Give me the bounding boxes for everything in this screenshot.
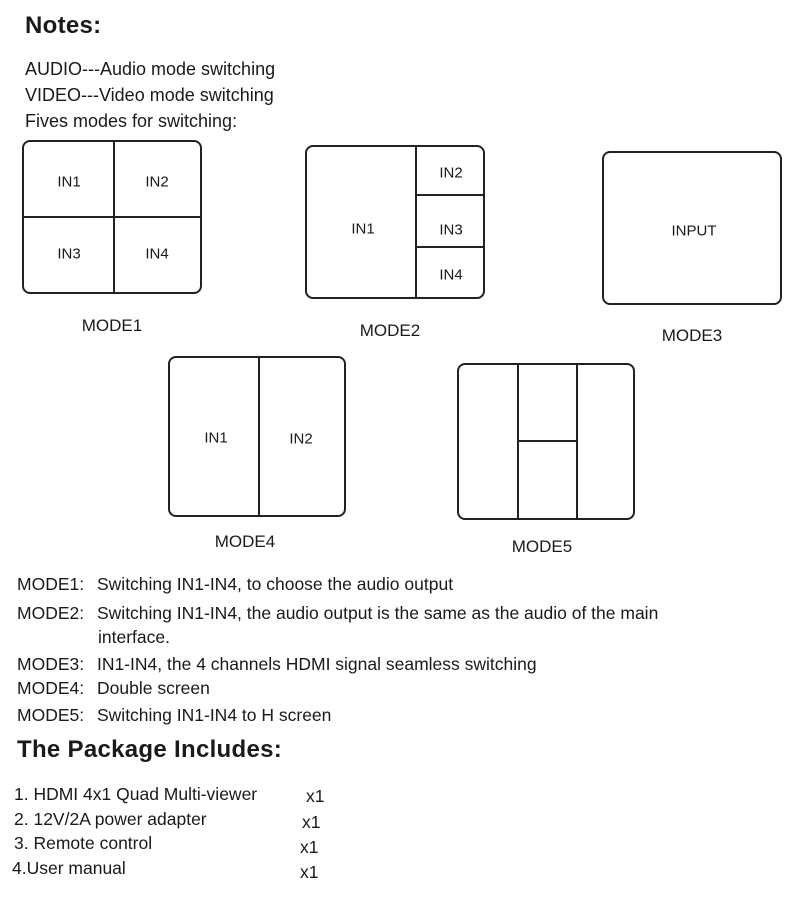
mode3-description-text: IN1-IN4, the 4 channels HDMI signal seamless switching (97, 654, 537, 674)
package-item-1: 1. HDMI 4x1 Quad Multi-viewer (14, 784, 258, 804)
mode4-cell-in1: IN1 (204, 429, 228, 447)
package-title: The Package Includes: (17, 736, 283, 763)
mode2-divider-vertical (415, 147, 417, 297)
mode2-description (17, 602, 658, 648)
mode1-description (17, 573, 453, 595)
package-item-1-qty: x1 (306, 786, 325, 806)
mode2-cell-in1: IN1 (351, 220, 375, 238)
mode2-label: MODE2 (359, 321, 421, 340)
mode5-divider-middle (517, 440, 576, 442)
package-item-3-qty: x1 (300, 837, 319, 857)
notes-line-audio: AUDIO---Audio mode switching (25, 59, 276, 79)
mode2-divider-top (415, 194, 483, 196)
mode2-description-text: Switching IN1-IN4, the audio output is the same as the audio of the main (97, 603, 659, 623)
mode4-diagram (168, 356, 346, 517)
mode4-divider-vertical (258, 358, 260, 515)
mode2-cell-in3: IN3 (439, 221, 463, 239)
mode2-divider-bottom (415, 246, 483, 248)
mode4-description (17, 677, 210, 699)
mode3-description-key: MODE3: (17, 654, 85, 674)
mode5-label: MODE5 (511, 537, 573, 556)
mode1-diagram (22, 140, 202, 294)
mode2-description-key: MODE2: (17, 603, 85, 623)
mode4-label: MODE4 (214, 532, 276, 551)
mode1-cell-in2: IN2 (145, 173, 169, 191)
mode2-cell-in2: IN2 (439, 164, 463, 182)
mode4-description-key: MODE4: (17, 678, 85, 698)
mode3-description (17, 653, 537, 675)
package-item-4-qty: x1 (300, 862, 319, 882)
mode2-cell-in4: IN4 (439, 266, 463, 284)
mode5-diagram (457, 363, 635, 520)
mode5-description-key: MODE5: (17, 705, 85, 725)
mode5-divider-right (576, 365, 578, 518)
mode1-description-text: Switching IN1-IN4, to choose the audio output (97, 574, 454, 594)
mode5-description (17, 704, 331, 726)
mode1-cell-in4: IN4 (145, 245, 169, 263)
mode3-label: MODE3 (661, 326, 723, 345)
mode5-description-text: Switching IN1-IN4 to H screen (97, 705, 332, 725)
mode3-diagram (602, 151, 782, 305)
mode1-cell-in3: IN3 (57, 245, 81, 263)
mode1-label: MODE1 (81, 316, 143, 335)
package-item-3: 3. Remote control (14, 833, 153, 853)
notes-title: Notes: (25, 12, 102, 39)
package-item-2-qty: x1 (302, 812, 321, 832)
notes-line-modes: Fives modes for switching: (25, 111, 238, 131)
mode2-diagram (305, 145, 485, 299)
mode1-divider-horizontal (24, 216, 200, 218)
mode1-cell-in1: IN1 (57, 173, 81, 191)
package-item-2: 2. 12V/2A power adapter (14, 809, 207, 829)
package-item-4: 4.User manual (12, 858, 126, 878)
notes-line-video: VIDEO---Video mode switching (25, 85, 274, 105)
mode4-cell-in2: IN2 (289, 430, 313, 448)
mode3-cell-input: INPUT (671, 222, 717, 240)
mode1-description-key: MODE1: (17, 574, 85, 594)
mode2-description-continuation: interface. (98, 627, 170, 647)
mode4-description-text: Double screen (97, 678, 210, 698)
